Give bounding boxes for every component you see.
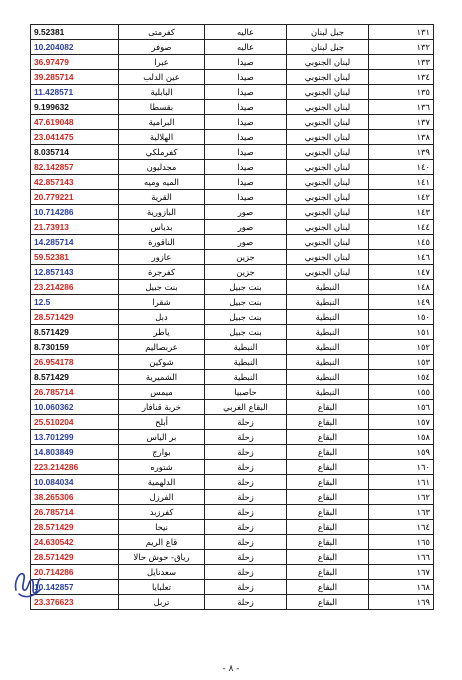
governorate-cell: النبطية <box>287 280 369 295</box>
district-cell: عاليه <box>205 40 287 55</box>
table-row <box>31 100 434 115</box>
value-cell: 10.714286 <box>31 205 119 220</box>
value-cell: 59.52381 <box>31 250 119 265</box>
row-number-cell: ١٦٥ <box>369 535 434 550</box>
row-number-cell: ١٤٢ <box>369 190 434 205</box>
district-cell: صيدا <box>205 55 287 70</box>
town-cell: أبلح <box>119 415 205 430</box>
governorate-cell: لبنان الجنوبي <box>287 160 369 175</box>
town-cell: عبرا <box>119 55 205 70</box>
value-cell: 8.571429 <box>31 370 119 385</box>
governorate-cell: جبل لبنان <box>287 40 369 55</box>
district-cell: عاليه <box>205 25 287 40</box>
row-number-cell: ١٤٥ <box>369 235 434 250</box>
governorate-cell: النبطية <box>287 310 369 325</box>
governorate-cell: لبنان الجنوبي <box>287 55 369 70</box>
row-number-cell: ١٣٩ <box>369 145 434 160</box>
table-row <box>31 70 434 85</box>
town-cell: القرية <box>119 190 205 205</box>
row-number-cell: ١٥٤ <box>369 370 434 385</box>
row-number-cell: ١٤٦ <box>369 250 434 265</box>
governorate-cell: البقاع <box>287 535 369 550</box>
row-number-cell: ١٣٧ <box>369 115 434 130</box>
town-cell: صوفر <box>119 40 205 55</box>
governorate-cell: البقاع <box>287 430 369 445</box>
value-cell: 20.714286 <box>31 565 119 580</box>
governorate-cell: النبطية <box>287 340 369 355</box>
value-cell: 20.779221 <box>31 190 119 205</box>
value-cell: 11.428571 <box>31 85 119 100</box>
row-number-cell: ١٦٨ <box>369 580 434 595</box>
town-cell: شتوره <box>119 460 205 475</box>
value-cell: 21.73913 <box>31 220 119 235</box>
governorate-cell: النبطية <box>287 370 369 385</box>
row-number-cell: ١٣٨ <box>369 130 434 145</box>
governorate-cell: لبنان الجنوبي <box>287 130 369 145</box>
table-row <box>31 130 434 145</box>
row-number-cell: ١٦٠ <box>369 460 434 475</box>
value-cell: 25.510204 <box>31 415 119 430</box>
town-cell: تعلبايا <box>119 580 205 595</box>
table-row <box>31 475 434 490</box>
district-cell: زحلة <box>205 595 287 610</box>
table-row <box>31 250 434 265</box>
table-row <box>31 145 434 160</box>
town-cell: تربل <box>119 595 205 610</box>
value-cell: 47.619048 <box>31 115 119 130</box>
table-row <box>31 430 434 445</box>
district-cell: زحلة <box>205 490 287 505</box>
district-cell: صيدا <box>205 130 287 145</box>
district-cell: جزين <box>205 250 287 265</box>
town-cell: شوكين <box>119 355 205 370</box>
district-cell: النبطية <box>205 355 287 370</box>
table-row <box>31 310 434 325</box>
table-row <box>31 235 434 250</box>
table-row <box>31 175 434 190</box>
town-cell: الشميرية <box>119 370 205 385</box>
governorate-cell: البقاع <box>287 565 369 580</box>
district-cell: زحلة <box>205 460 287 475</box>
district-cell: زحلة <box>205 535 287 550</box>
district-cell: صور <box>205 220 287 235</box>
town-cell: بقسطا <box>119 100 205 115</box>
governorate-cell: البقاع <box>287 445 369 460</box>
town-cell: ياطر <box>119 325 205 340</box>
row-number-cell: ١٣٤ <box>369 70 434 85</box>
town-cell: خربة قنافار <box>119 400 205 415</box>
table-row <box>31 445 434 460</box>
row-number-cell: ١٣٣ <box>369 55 434 70</box>
value-cell: 26.785714 <box>31 505 119 520</box>
table-row <box>31 415 434 430</box>
value-cell: 82.142857 <box>31 160 119 175</box>
governorate-cell: البقاع <box>287 475 369 490</box>
table-row <box>31 115 434 130</box>
row-number-cell: ١٣١ <box>369 25 434 40</box>
value-cell: 39.285714 <box>31 70 119 85</box>
table-row <box>31 580 434 595</box>
value-cell: 8.571429 <box>31 325 119 340</box>
value-cell: 14.803849 <box>31 445 119 460</box>
table-row <box>31 505 434 520</box>
town-cell: كفرجرة <box>119 265 205 280</box>
town-cell: قاع الريم <box>119 535 205 550</box>
value-cell: 26.954178 <box>31 355 119 370</box>
district-cell: بنت جبيل <box>205 310 287 325</box>
governorate-cell: لبنان الجنوبي <box>287 115 369 130</box>
value-cell: 28.571429 <box>31 310 119 325</box>
value-cell: 23.214286 <box>31 280 119 295</box>
row-number-cell: ١٦٦ <box>369 550 434 565</box>
district-cell: صيدا <box>205 100 287 115</box>
table-row <box>31 295 434 310</box>
governorate-cell: لبنان الجنوبي <box>287 205 369 220</box>
value-cell: 28.571429 <box>31 550 119 565</box>
town-cell: الدلهمية <box>119 475 205 490</box>
table-row <box>31 490 434 505</box>
value-cell: 23.376623 <box>31 595 119 610</box>
value-cell: 12.5 <box>31 295 119 310</box>
row-number-cell: ١٥٢ <box>369 340 434 355</box>
value-cell: 8.730159 <box>31 340 119 355</box>
governorate-cell: البقاع <box>287 490 369 505</box>
district-cell: زحلة <box>205 505 287 520</box>
row-number-cell: ١٥٦ <box>369 400 434 415</box>
town-cell: نيحا <box>119 520 205 535</box>
governorate-cell: البقاع <box>287 580 369 595</box>
town-cell: رياق- حوش حالا <box>119 550 205 565</box>
district-cell: صيدا <box>205 190 287 205</box>
table-row <box>31 460 434 475</box>
governorate-cell: النبطية <box>287 385 369 400</box>
town-cell: مجدليون <box>119 160 205 175</box>
row-number-cell: ١٥٧ <box>369 415 434 430</box>
town-cell: الفرزل <box>119 490 205 505</box>
town-cell: الميه وميه <box>119 175 205 190</box>
table-row <box>31 220 434 235</box>
value-cell: 9.52381 <box>31 25 119 40</box>
value-cell: 12.857143 <box>31 265 119 280</box>
row-number-cell: ١٦٢ <box>369 490 434 505</box>
town-cell: كفرزبد <box>119 505 205 520</box>
governorate-cell: النبطية <box>287 295 369 310</box>
value-cell: 10.060362 <box>31 400 119 415</box>
governorate-cell: البقاع <box>287 550 369 565</box>
district-cell: حاصبيا <box>205 385 287 400</box>
governorate-cell: البقاع <box>287 520 369 535</box>
district-cell: جزين <box>205 265 287 280</box>
value-cell: 223.214286 <box>31 460 119 475</box>
value-cell: 24.630542 <box>31 535 119 550</box>
row-number-cell: ١٦٧ <box>369 565 434 580</box>
district-cell: صيدا <box>205 70 287 85</box>
town-cell: بر الياس <box>119 430 205 445</box>
row-number-cell: ١٦٤ <box>369 520 434 535</box>
district-cell: صيدا <box>205 115 287 130</box>
row-number-cell: ١٥٠ <box>369 310 434 325</box>
governorate-cell: لبنان الجنوبي <box>287 265 369 280</box>
row-number-cell: ١٤٩ <box>369 295 434 310</box>
governorate-cell: البقاع <box>287 400 369 415</box>
district-cell: صور <box>205 235 287 250</box>
town-cell: البابلية <box>119 85 205 100</box>
table-row <box>31 385 434 400</box>
row-number-cell: ١٦٩ <box>369 595 434 610</box>
value-cell: 10.142857 <box>31 580 119 595</box>
governorate-cell: لبنان الجنوبي <box>287 145 369 160</box>
governorate-cell: جبل لبنان <box>287 25 369 40</box>
governorate-cell: النبطية <box>287 355 369 370</box>
value-cell: 14.285714 <box>31 235 119 250</box>
town-cell: سعدنايل <box>119 565 205 580</box>
district-cell: بنت جبيل <box>205 295 287 310</box>
table-row <box>31 25 434 40</box>
value-cell: 9.199632 <box>31 100 119 115</box>
value-cell: 26.785714 <box>31 385 119 400</box>
row-number-cell: ١٤٧ <box>369 265 434 280</box>
town-cell: شقرا <box>119 295 205 310</box>
town-cell: البازورية <box>119 205 205 220</box>
table-row <box>31 55 434 70</box>
governorate-cell: لبنان الجنوبي <box>287 235 369 250</box>
town-cell: بوارج <box>119 445 205 460</box>
district-cell: بنت جبيل <box>205 325 287 340</box>
table-row <box>31 325 434 340</box>
row-number-cell: ١٤٠ <box>369 160 434 175</box>
value-cell: 10.204082 <box>31 40 119 55</box>
district-cell: زحلة <box>205 565 287 580</box>
governorate-cell: البقاع <box>287 415 369 430</box>
town-cell: بنت جبيل <box>119 280 205 295</box>
town-cell: عربصاليم <box>119 340 205 355</box>
table-row <box>31 550 434 565</box>
district-cell: صيدا <box>205 160 287 175</box>
table-row <box>31 160 434 175</box>
district-cell: صيدا <box>205 175 287 190</box>
signature-mark <box>10 560 44 600</box>
value-cell: 42.857143 <box>31 175 119 190</box>
governorate-cell: البقاع <box>287 460 369 475</box>
governorate-cell: لبنان الجنوبي <box>287 220 369 235</box>
town-cell: كفرمتى <box>119 25 205 40</box>
value-cell: 28.571429 <box>31 520 119 535</box>
district-cell: زحلة <box>205 475 287 490</box>
table-body <box>31 25 434 610</box>
table-row <box>31 595 434 610</box>
governorate-cell: لبنان الجنوبي <box>287 250 369 265</box>
row-number-cell: ١٤٣ <box>369 205 434 220</box>
district-cell: النبطية <box>205 370 287 385</box>
district-cell: البقاع الغربي <box>205 400 287 415</box>
town-cell: كفرملكي <box>119 145 205 160</box>
town-cell: دبل <box>119 310 205 325</box>
governorate-cell: النبطية <box>287 325 369 340</box>
district-cell: زحلة <box>205 550 287 565</box>
table-row <box>31 85 434 100</box>
page-number: - ٨ - <box>222 664 240 674</box>
governorate-cell: لبنان الجنوبي <box>287 175 369 190</box>
table-row <box>31 355 434 370</box>
value-cell: 8.035714 <box>31 145 119 160</box>
table-row <box>31 40 434 55</box>
table-row <box>31 535 434 550</box>
town-cell: الناقورة <box>119 235 205 250</box>
row-number-cell: ١٥٩ <box>369 445 434 460</box>
row-number-cell: ١٥٣ <box>369 355 434 370</box>
row-number-cell: ١٣٦ <box>369 100 434 115</box>
table-row <box>31 400 434 415</box>
district-cell: صيدا <box>205 145 287 160</box>
table-row <box>31 520 434 535</box>
row-number-cell: ١٥١ <box>369 325 434 340</box>
town-cell: البرامية <box>119 115 205 130</box>
governorate-cell: لبنان الجنوبي <box>287 100 369 115</box>
value-cell: 10.084034 <box>31 475 119 490</box>
value-cell: 13.701299 <box>31 430 119 445</box>
value-cell: 38.265306 <box>31 490 119 505</box>
governorate-cell: لبنان الجنوبي <box>287 70 369 85</box>
district-cell: النبطية <box>205 340 287 355</box>
row-number-cell: ١٣٢ <box>369 40 434 55</box>
row-number-cell: ١٤٤ <box>369 220 434 235</box>
table-row <box>31 565 434 580</box>
table-row <box>31 340 434 355</box>
value-cell: 36.97479 <box>31 55 119 70</box>
district-cell: زحلة <box>205 445 287 460</box>
table-row <box>31 370 434 385</box>
row-number-cell: ١٥٥ <box>369 385 434 400</box>
district-cell: بنت جبيل <box>205 280 287 295</box>
table-row <box>31 280 434 295</box>
data-table <box>30 24 434 610</box>
district-cell: صور <box>205 205 287 220</box>
town-cell: بدياس <box>119 220 205 235</box>
table-row <box>31 265 434 280</box>
district-cell: زحلة <box>205 415 287 430</box>
row-number-cell: ١٦١ <box>369 475 434 490</box>
district-cell: صيدا <box>205 85 287 100</box>
town-cell: الهلالية <box>119 130 205 145</box>
town-cell: عازور <box>119 250 205 265</box>
governorate-cell: البقاع <box>287 595 369 610</box>
table-row <box>31 205 434 220</box>
governorate-cell: البقاع <box>287 505 369 520</box>
district-cell: زحلة <box>205 520 287 535</box>
table-row <box>31 190 434 205</box>
governorate-cell: لبنان الجنوبي <box>287 190 369 205</box>
district-cell: زحلة <box>205 580 287 595</box>
district-cell: زحلة <box>205 430 287 445</box>
governorate-cell: لبنان الجنوبي <box>287 85 369 100</box>
row-number-cell: ١٤٨ <box>369 280 434 295</box>
row-number-cell: ١٣٥ <box>369 85 434 100</box>
value-cell: 23.041475 <box>31 130 119 145</box>
town-cell: ميمس <box>119 385 205 400</box>
row-number-cell: ١٤١ <box>369 175 434 190</box>
row-number-cell: ١٦٣ <box>369 505 434 520</box>
town-cell: عين الدلب <box>119 70 205 85</box>
row-number-cell: ١٥٨ <box>369 430 434 445</box>
